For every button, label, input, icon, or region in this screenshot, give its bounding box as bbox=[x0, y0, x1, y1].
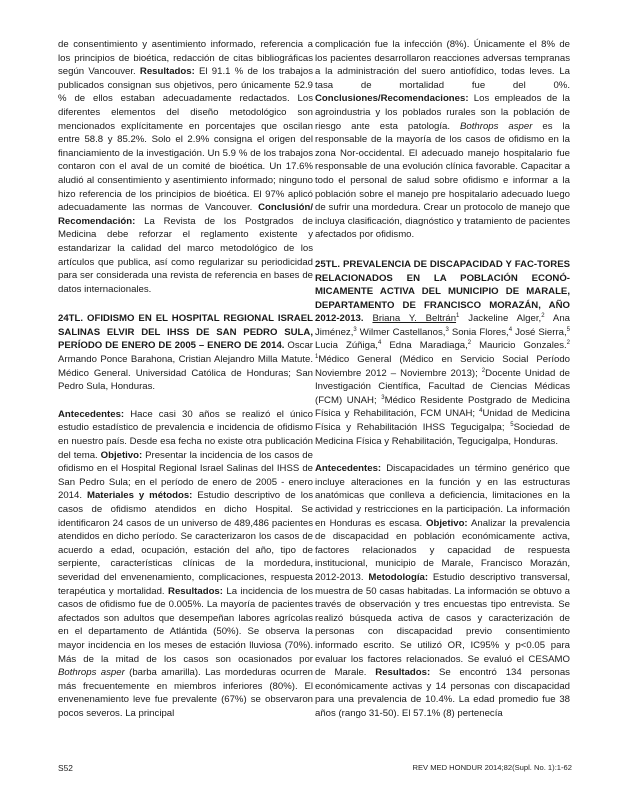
body-text: Analizar la prevalencia de discapacidad en población económicamente activa, factores relacionados y capacidad de respuesta institucional, municipio de Marale, Francisco Morazán, 2012-2013. bbox=[315, 517, 570, 583]
section-label: Conclusión/ Recomendación: bbox=[58, 202, 313, 227]
author: Sonia Flores, bbox=[448, 326, 509, 338]
affiliation-mark: 4 bbox=[377, 340, 382, 347]
author: Mauricio Gonzales. bbox=[471, 340, 567, 352]
affiliation-mark: 5 bbox=[566, 326, 570, 333]
abstract-heading-24tl bbox=[58, 312, 313, 394]
affiliation: Sociedad de Medicina Física y Rehabilitación, Tegucigalpa, Honduras. bbox=[315, 422, 570, 447]
journal-citation: REV MED HONDUR 2014;82(Supl. No. 1):1-62 bbox=[412, 763, 572, 772]
section-label: Antecedentes: bbox=[315, 463, 382, 475]
abstract-title: 24TL. OFIDISMO EN EL HOSPITAL REGIONAL ISRAEL SALINAS ELVIR DEL IHSS DE SAN PEDRO SULA, PERÍODO DE ENERO DE 2005 – ENERO DE 2014. bbox=[58, 313, 313, 352]
section-label: Resultados: bbox=[139, 66, 195, 78]
body-text: El 91.1 % de los trabajos publicados consignan sus objetivos, pero únicamente 52.9 % de ellos estaban adecuadamente redactados. Los diferentes elementos del diseño metodológico son mencionados explícitamente en porcentajes que oscilan entre 58.8 y 85.2%. Solo el 2.9% consigna el origen del financiamiento de la investigación. Un 5.9 % de los trabajos contaron con el aval de un comité de bioética. Un 17.6% aludió al consentimiento y asentimiento informado; ninguno hizo referencia de los principios de bioética. El 97% aplicó adecuadamente las normas de Vancouver. bbox=[58, 66, 313, 214]
body-text: Estudio descriptivo transversal, muestra de 50 casas habitadas. La información se obtuvo a través de observación y tres encuestas tipo entrevista. Se realizó búsqueda activa de casos y caracterización de personas con discapacidad previo consentimiento informado escrito. Se utilizó OR, IC95% y p<0.05 para evaluar los factores relacionados. Se evaluó el CESAMO de Marale. bbox=[315, 571, 570, 679]
author: José Sierra, bbox=[512, 326, 567, 338]
affiliation-mark: 3 bbox=[381, 394, 385, 401]
author: Ana Jiménez, bbox=[315, 313, 570, 338]
affiliation-mark: 1 bbox=[315, 353, 319, 360]
body-text: es la responsable de la mayoría de los casos de ofidismo en la zona Nor-occidental. El adecuado manejo hospitalario fue responsable de una evolución clínica favorable. Capacitar a todo el personal de salud sobre ofidismo e informar a la población sobre el manejo pre hospitalario adecuado luego de sufrir una mordedura. Crear un protocolo de manejo que incluya clasificación, diagnóstico y tratamiento de pacientes afectados por ofidismo. bbox=[315, 120, 570, 241]
column-left bbox=[58, 38, 313, 737]
body-text: La incidencia de los casos de ofidismo fue de 0.005%. La mayoría de pacientes afectados son adultos que desempeñan labores agrícolas en el departamento de Atlántida (50%). Se observa la mayor incidencia en los meses de estación lluviosa (70%). Más de la mitad de los casos son ocasionados por bbox=[58, 585, 313, 665]
author: Wilmer Castellanos, bbox=[356, 326, 446, 338]
species-name: Bothrops asper bbox=[460, 120, 533, 132]
body-text: Se encontró 134 personas económicamente activas y 14 personas con discapacidad para una prevalencia de 10.4%. La edad promedio fue 38 años (rango 31-50). El 57.1% (8) pertenecía bbox=[315, 667, 570, 719]
section-label: Resultados: bbox=[375, 667, 431, 679]
author: Lucia Zúñiga, bbox=[315, 340, 378, 352]
affiliation: Médico Residente Postgrado de Medicina Física y Rehabilitación, FCM UNAH; bbox=[315, 394, 570, 420]
affiliation-mark: 2 bbox=[566, 340, 571, 347]
body-text: complicación fue la infección (8%). Únicamente el 8% de los pacientes desarrollaron reacciones adversas tempranas a la administración del suero antiofídico, todas leves. La tasa de mortalidad fue del 0%. bbox=[315, 39, 570, 91]
affiliation-mark: 2 bbox=[541, 313, 545, 320]
affiliation-mark: 5 bbox=[510, 421, 514, 428]
column-right bbox=[315, 38, 570, 737]
body-text: Hace casi 30 años se realizó el único estudio estadístico de prevalencia e incidencia de ofidismo en nuestro país. Desde esa fecha no existe otra publicación del tema. bbox=[58, 408, 313, 461]
affiliation-mark: 4 bbox=[479, 408, 483, 415]
paragraph bbox=[315, 38, 570, 242]
section-label: Materiales y métodos: bbox=[86, 490, 193, 502]
section-label: Antecedentes: bbox=[58, 408, 125, 420]
paragraph bbox=[315, 462, 570, 720]
section-label: Resultados: bbox=[168, 585, 223, 597]
abstract-heading-25tl bbox=[315, 258, 570, 448]
affiliation-mark: 2 bbox=[467, 340, 472, 347]
affiliation: Docente Unidad de Investigación Científica, Facultad de Ciencias Médicas (FCM) UNAH; bbox=[315, 367, 571, 406]
paragraph bbox=[58, 38, 313, 296]
body-text: La Revista de los Postgrados de Medicina debe reforzar el reglamento existente y estandarizar la calidad del marco metodológico de los artículos que publica, así como regularizar su periodicidad para ser considerada una revista de referencia en bases de datos internacionales. bbox=[58, 215, 313, 295]
section-label: Objetivo: bbox=[426, 517, 468, 529]
paragraph bbox=[58, 408, 313, 721]
abstract-title: 25TL. PREVALENCIA DE DISCAPACIDAD Y FAC-TORES RELACIONADOS EN LA POBLACIÓN ECONÓ-MICAMENTE ACTIVA DEL MUNICIPIO DE MARALE, DEPARTAMENTO DE FRANCISCO MORAZÁN, AÑO 2012-2013. bbox=[315, 258, 570, 325]
lead-author: Briana Y. Beltrán bbox=[372, 313, 457, 325]
abstract-authors: Oscar Armando Ponce Barahona, Cristian Alejandro Milla Matute. Médico General. Universidad Católica de Honduras; San Pedro Sula, Honduras. bbox=[58, 340, 313, 393]
section-label: Objetivo: bbox=[100, 449, 143, 461]
body-text: de consentimiento y asentimiento informado, referencia a los principios de bioética, redacción de citas bibliográficas según Vancouver. bbox=[58, 39, 313, 78]
affiliation-mark: 1 bbox=[456, 313, 460, 320]
affiliation-mark: 3 bbox=[353, 326, 357, 333]
species-name: Bothrops asper bbox=[58, 667, 125, 679]
author: Edna Maradiaga, bbox=[381, 340, 468, 352]
affiliation-mark: 3 bbox=[445, 326, 449, 333]
body-text: Discapacidades un término genérico que incluye alteraciones en la función y en las estructuras anatómicas que conlleva a deficiencia, limitaciones en la actividad y restricciones en la participación. La información en Honduras es escasa. bbox=[315, 463, 570, 529]
section-label: Metodología: bbox=[368, 571, 429, 583]
affiliation-mark: 4 bbox=[508, 326, 513, 333]
body-text: Los empleados de la agroindustria y los poblados rurales son la población de riesgo ante esta patología. bbox=[315, 93, 570, 132]
body-text: (barba amarilla). Las mordeduras ocurren más frecuentemente en miembros inferiores (80%). El envenenamiento leve fue prevalente (67%) se observaron pocos severos. La principal bbox=[58, 667, 314, 719]
page-number: S52 bbox=[58, 763, 73, 773]
body-text: Presentar la incidencia de los casos de ofidismo en el Hospital Regional Israel Salinas del IHSS de San Pedro Sula; en el período de enero de 2005 - enero 2014. bbox=[58, 449, 313, 502]
affiliation-mark: 2 bbox=[481, 367, 486, 374]
section-label: Conclusiones/Recomendaciones: bbox=[315, 93, 469, 105]
affiliation: Unidad de Medicina Física y Rehabilitación IHSS Tegucigalpa; bbox=[315, 408, 570, 434]
affiliation: Médico General (Médico en Servicio Social Período Noviembre 2012 – Noviembre 2013); bbox=[315, 354, 570, 379]
author: Jackeline Alger, bbox=[459, 313, 542, 325]
body-text: Estudio descriptivo de los casos de ofidismo atendidos en dicho Hospital. Se identificaron 24 casos de un universo de 489,486 pacientes atendidos en dicho período. Se caracterizaron los casos de acuerdo a edad, ocupación, estación del año, tipo de serpiente, características clínicas de la mordedura, severidad del envenenamiento, complicaciones, respuesta terapéutica y mortalidad. bbox=[58, 490, 313, 597]
